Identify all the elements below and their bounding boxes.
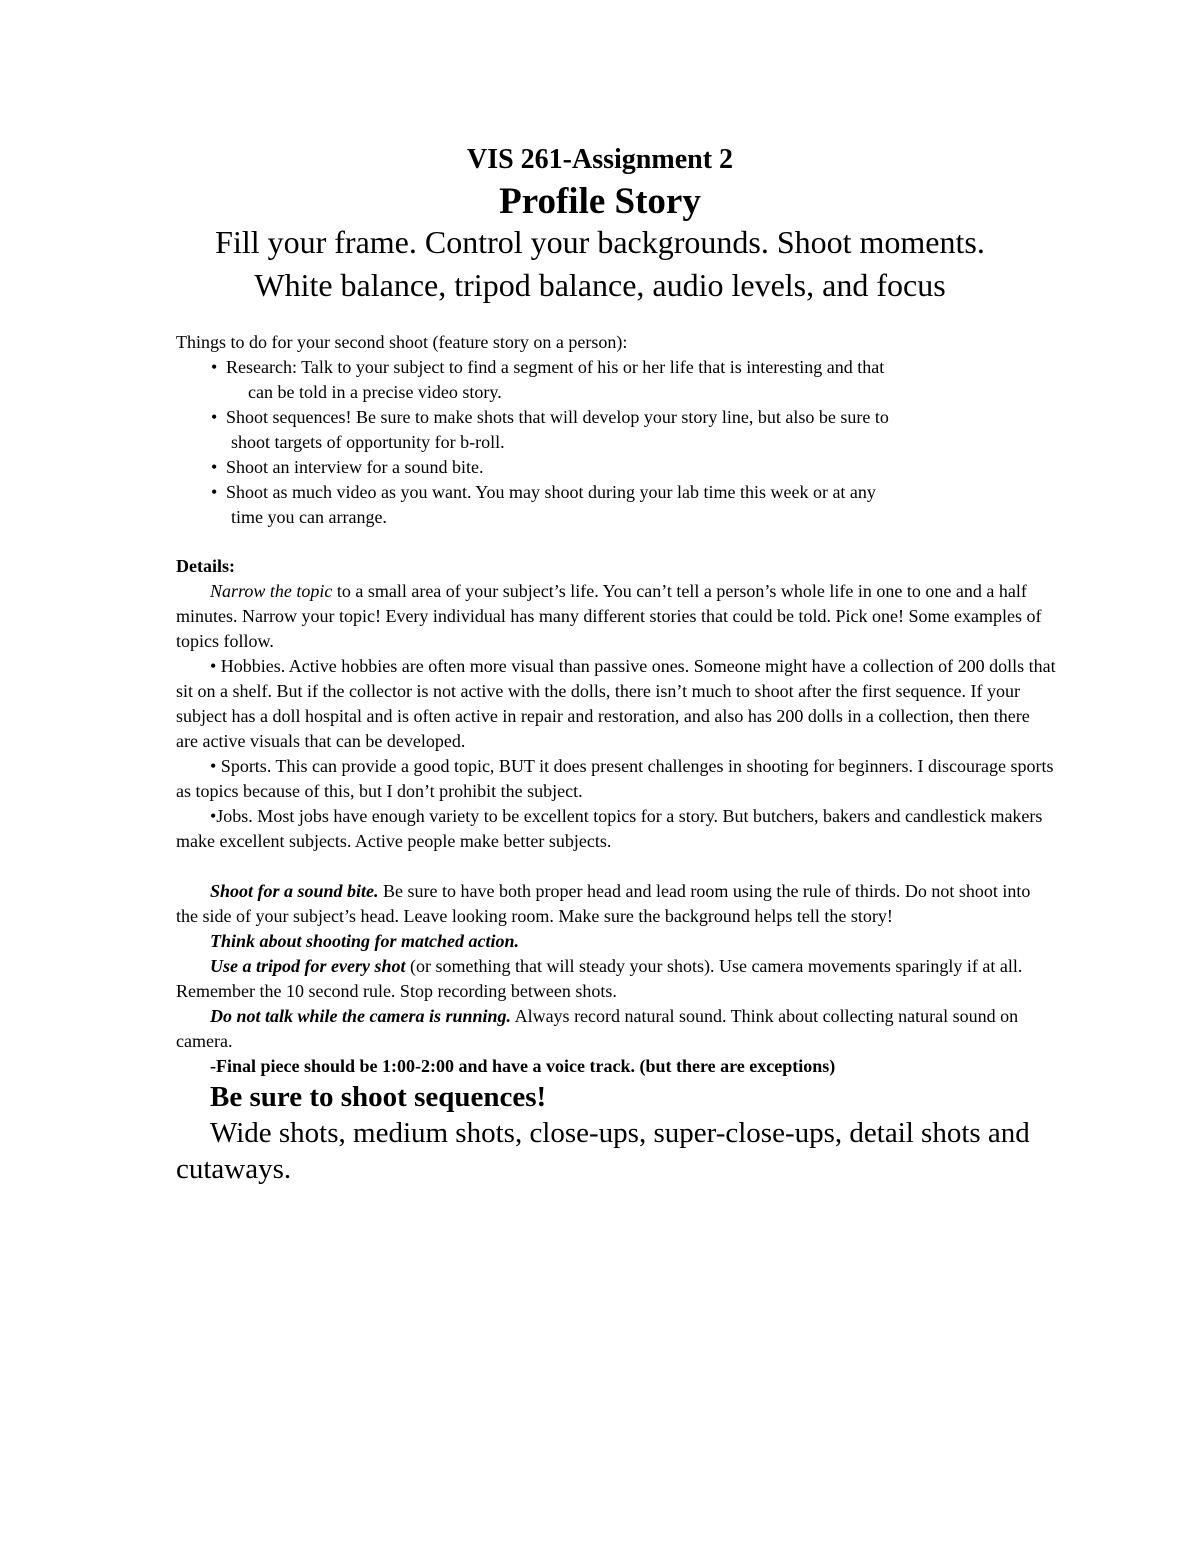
list-item bbox=[176, 455, 1056, 480]
tripod-text: (or something that will steady your shots). Use camera movements sparingly if at all. Remember the 10 second rule. Stop recording between shots. bbox=[176, 956, 1023, 1001]
list-item-text: Shoot an interview for a sound bite. bbox=[226, 457, 484, 477]
sports-paragraph: • Sports. This can provide a good topic, BUT it does present challenges in shooting for beginners. I discourage sports as topics because of this, but I don’t prohibit the subject. bbox=[176, 756, 1054, 801]
intro-section bbox=[176, 330, 1056, 530]
sound-bite-emphasis: Shoot for a sound bite. bbox=[210, 881, 379, 901]
subtitle-line-1: Fill your frame. Control your backgrounds. Shoot moments. bbox=[215, 224, 985, 260]
matched-action-line: Think about shooting for matched action. bbox=[210, 931, 520, 951]
list-item bbox=[176, 405, 1056, 455]
sequences-heading: Be sure to shoot sequences! bbox=[210, 1081, 547, 1113]
sequences-list: Wide shots, medium shots, close-ups, super-close-ups, detail shots and cutaways. bbox=[176, 1117, 1030, 1185]
hobbies-paragraph: • Hobbies. Active hobbies are often more visual than passive ones. Someone might have a collection of 200 dolls that sit on a shelf. But if the collector is not active with the dolls, there isn’t much to shoot after the first sequence. If your subject has a doll hospital and is often active in repair and restoration, and also has 200 dolls in a collection, then there are active visuals that can be developed. bbox=[176, 656, 1056, 751]
bullet-icon: • bbox=[211, 482, 218, 502]
list-item-text: Shoot sequences! Be sure to make shots that will develop your story line, but also be sure to bbox=[226, 407, 889, 427]
list-item bbox=[176, 355, 1056, 405]
list-item bbox=[176, 480, 1056, 530]
bullet-icon: • bbox=[211, 407, 218, 427]
intro-lead: Things to do for your second shoot (feature story on a person): bbox=[176, 332, 628, 352]
list-item-text: Research: Talk to your subject to find a segment of his or her life that is interesting and that bbox=[226, 357, 885, 377]
page-title: Profile Story bbox=[499, 181, 701, 222]
list-item-text: Shoot as much video as you want. You may shoot during your lab time this week or at any bbox=[226, 482, 876, 502]
details-heading: Details: bbox=[176, 556, 235, 576]
talk-text: Always record natural sound. Think about collecting natural sound on camera. bbox=[176, 1006, 1019, 1051]
subtitle-line-2: White balance, tripod balance, audio levels, and focus bbox=[254, 267, 946, 303]
narrow-topic-paragraph bbox=[176, 579, 1056, 654]
course-heading: VIS 261-Assignment 2 bbox=[466, 144, 734, 175]
list-item-continuation: shoot targets of opportunity for b-roll. bbox=[231, 432, 505, 452]
final-piece-line: -Final piece should be 1:00-2:00 and have a voice track. (but there are exceptions) bbox=[210, 1056, 836, 1076]
narrow-topic-text: to a small area of your subject’s life. You can’t tell a person’s whole life in one to one and a half minutes. Narrow your topic! Every individual has many different stories that could be told. Pick one! Some examples of topics follow. bbox=[176, 581, 1042, 651]
sound-bite-text: Be sure to have both proper head and lead room using the rule of thirds. Do not shoot into the side of your subject’s head. Leave looking room. Make sure the background helps tell the story! bbox=[176, 881, 1031, 926]
sound-bite-paragraph bbox=[176, 879, 1056, 929]
talk-emphasis: Do not talk while the camera is running. bbox=[210, 1006, 512, 1026]
tripod-paragraph bbox=[176, 954, 1056, 1004]
list-item-continuation: can be told in a precise video story. bbox=[248, 382, 502, 402]
tripod-emphasis: Use a tripod for every shot bbox=[210, 956, 406, 976]
spacer bbox=[176, 854, 1056, 879]
narrow-topic-emphasis: Narrow the topic bbox=[210, 581, 333, 601]
todo-list bbox=[176, 355, 1056, 530]
bullet-icon: • bbox=[211, 357, 218, 377]
jobs-paragraph: •Jobs. Most jobs have enough variety to be excellent topics for a story. But butchers, bakers and candlestick makers make excellent subjects. Active people make better subjects. bbox=[176, 806, 1043, 851]
list-item-continuation: time you can arrange. bbox=[231, 507, 387, 527]
bullet-icon: • bbox=[211, 457, 218, 477]
details-section bbox=[176, 554, 1056, 1187]
talk-paragraph bbox=[176, 1004, 1056, 1054]
